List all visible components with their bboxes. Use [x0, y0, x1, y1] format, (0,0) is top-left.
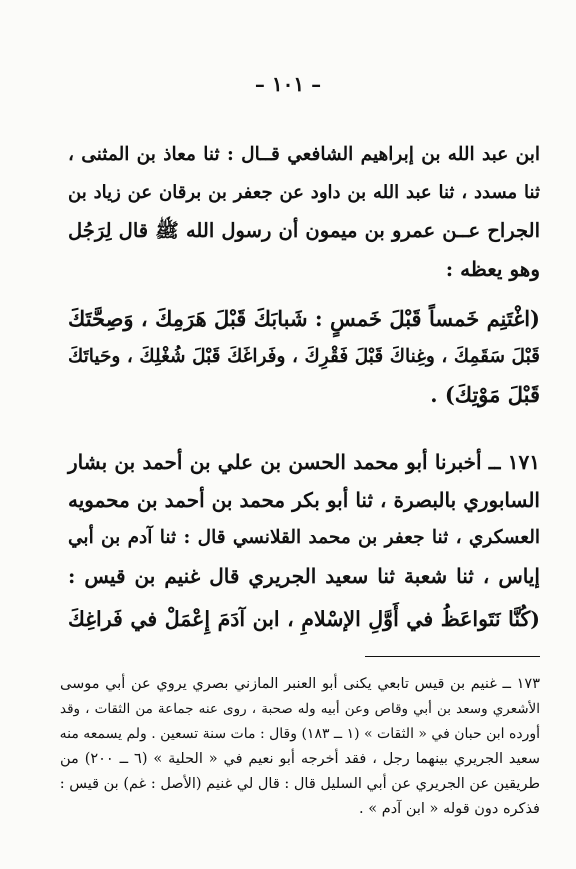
hadith-text [68, 300, 540, 414]
text-line: ابن عبد الله بن إبراهيم الشافعي قــال : ثنا معاذ بن المثنى ، [68, 144, 540, 165]
text-line: الجراح عــن عمرو بن ميمون أن رسول الله ﷺ قال لِرَجُل [68, 219, 540, 242]
text-line: السابوري بالبصرة ، ثنا أبو بكر محمد بن أحمد بن محمويه [68, 488, 540, 512]
text-line: قَبْلَ مَوْتِكَ) . [430, 382, 540, 407]
text-line: ثنا مسدد ، ثنا عبد الله بن داود عن جعفر بن برقان عن زياد بن [68, 182, 540, 203]
footnote [60, 672, 540, 822]
paragraph-isnad [68, 136, 540, 288]
text-line: قَبْلَ سَقَمِكَ ، وغِناكَ قَبْلَ فَقْرِكَ ، وفَراغَكَ قَبْلَ شُغْلِكَ ، وحَياتَكَ [68, 346, 540, 367]
text-line: وهو يعظه : [445, 257, 540, 281]
text-line: العسكري ، ثنا جعفر بن محمد القلانسي قال : ثنا آدم بن أبي [68, 527, 540, 548]
footnote-line: الأشعري وسعد بن أبي وقاص وعن أبيه وله صحبة ، روى عنه جماعة من الثقات ، وقد [60, 701, 540, 717]
text-line: (كُنَّا نَتَواعَظُ في أَوَّلِ الإسْلامِ ، ابن آدَمَ إِعْمَلْ في فَراغِكَ [68, 607, 540, 631]
text-line: ١٧١ ــ أخبرنا أبو محمد الحسن بن علي بن أحمد بن بشار [68, 450, 540, 474]
footnote-line: طريقين عن الجريري عن أبي السليل قال : قال لي غنيم (الأصل : غم) بن قيس : [59, 776, 540, 792]
page-number: – ١٠١ – [254, 72, 322, 96]
footnote-line: فذكره دون قوله « ابن آدم » . [359, 801, 540, 817]
footnote-line: ١٧٣ ــ غنيم بن قيس تابعي يكنى أبو العنبر المازني بصري يروي عن أبي موسى [60, 676, 540, 692]
footnote-divider [365, 656, 540, 657]
quote-text [68, 600, 540, 638]
footnote-line: أورده ابن حبان في « الثقات » (١ ــ ١٨٣) وقال : مات سنة تسعين . ولم يسمعه منه [59, 726, 540, 742]
footnote-line: سعيد الجريري بينهما رجل ، فقد أخرجه أبو نعيم في « الحلية » (٦ ــ ٢٠٠) من [60, 751, 540, 767]
text-line: إياس ، ثنا شعبة ثنا سعيد الجريري قال غنيم بن قيس : [68, 564, 540, 588]
text-line: (اغْتَنِم خَمساً قَبْلَ خَمسٍ : شَبابَكَ قَبْلَ هَرَمِكَ ، وَصِحَّتَكَ [68, 306, 540, 331]
paragraph-171 [68, 443, 540, 595]
